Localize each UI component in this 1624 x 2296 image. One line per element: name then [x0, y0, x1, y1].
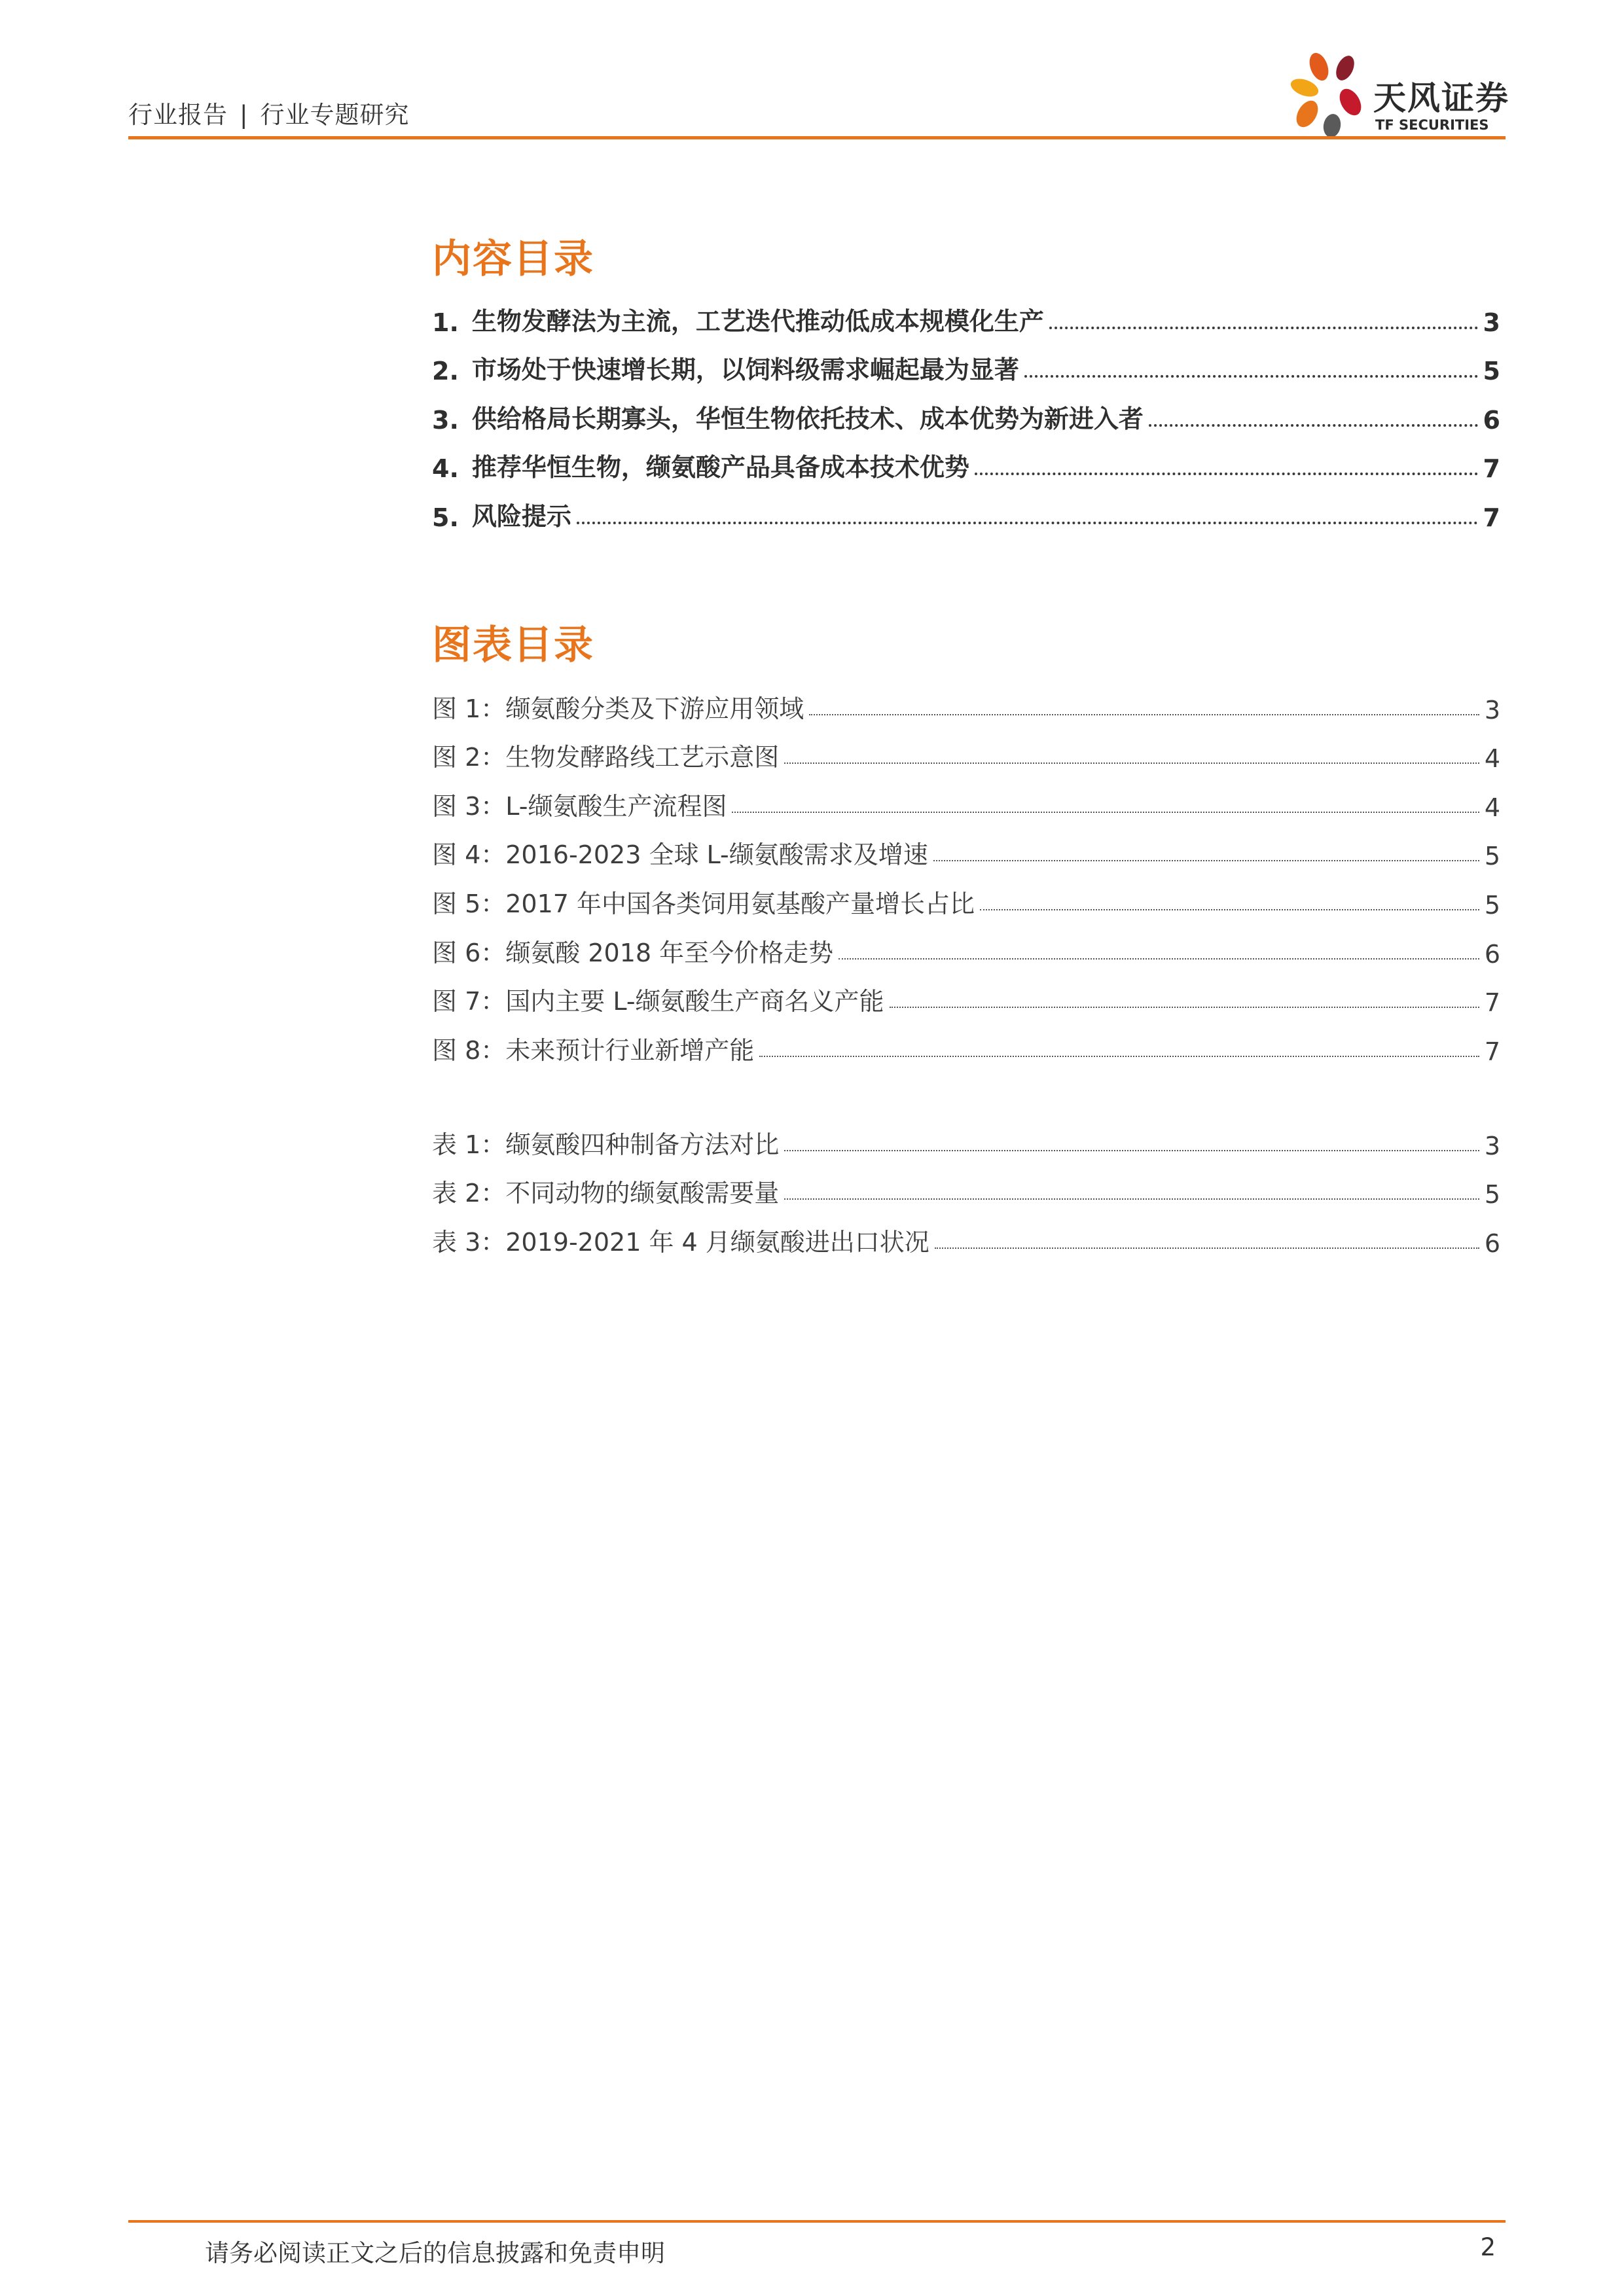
- tables-list: [432, 1111, 1500, 1258]
- figure-item[interactable]: [432, 725, 1500, 774]
- toc-leader-dots: [980, 909, 1479, 910]
- table-item-label: 表 1：缬氨酸四种制备方法对比: [432, 1130, 780, 1159]
- table-item-page: 5: [1484, 1180, 1500, 1210]
- header-separator: |: [240, 101, 249, 129]
- figure-item[interactable]: [432, 773, 1500, 822]
- toc-item-page: 7: [1483, 503, 1500, 532]
- logo-name-en: TF SECURITIES: [1375, 117, 1489, 133]
- toc-leader-dots: [784, 1198, 1479, 1200]
- figure-item-page: 7: [1484, 988, 1500, 1018]
- table-item[interactable]: [432, 1160, 1500, 1210]
- figure-item-label: 图 5：2017 年中国各类饲用氨基酸产量增长占比: [432, 889, 975, 918]
- toc-item-label: 推荐华恒生物，缬氨酸产品具备成本技术优势: [471, 453, 969, 482]
- figure-item-page: 5: [1484, 842, 1500, 871]
- toc-item-page: 6: [1483, 405, 1500, 435]
- figure-item[interactable]: [432, 870, 1500, 920]
- figure-item-label: 图 4：2016-2023 全球 L-缬氨酸需求及增速: [432, 840, 928, 870]
- table-item[interactable]: [432, 1111, 1500, 1160]
- table-item-label: 表 2：不同动物的缬氨酸需要量: [432, 1179, 780, 1208]
- toc-item[interactable]: [432, 337, 1500, 386]
- toc-leader-dots: [1149, 424, 1478, 427]
- figure-item[interactable]: [432, 969, 1500, 1018]
- toc-leader-dots: [784, 1150, 1479, 1151]
- figure-item-label: 图 3：L-缬氨酸生产流程图: [432, 791, 727, 821]
- figure-item-page: 3: [1484, 695, 1500, 725]
- toc-item[interactable]: [432, 386, 1500, 435]
- toc-leader-dots: [732, 812, 1479, 813]
- toc-item-label: 供给格局长期寡头，华恒生物依托技术、成本优势为新进入者: [471, 404, 1144, 433]
- header-category: 行业报告: [128, 101, 228, 129]
- toc-leader-dots: [784, 762, 1479, 764]
- toc-item-label: 市场处于快速增长期，以饲料级需求崛起最为显著: [471, 355, 1019, 384]
- figure-item[interactable]: [432, 920, 1500, 969]
- footer-disclaimer: 请务必阅读正文之后的信息披露和免责申明: [205, 2239, 665, 2267]
- toc-leader-dots: [975, 473, 1478, 475]
- flower-logo-icon: [1280, 47, 1371, 139]
- toc-leader-dots: [935, 1247, 1479, 1249]
- figure-item-page: 4: [1484, 744, 1500, 774]
- footer-page-number: 2: [1480, 2233, 1496, 2261]
- figure-item[interactable]: [432, 675, 1500, 725]
- toc-leader-dots: [839, 958, 1479, 960]
- table-item-label: 表 3：2019-2021 年 4 月缬氨酸进出口状况: [432, 1227, 929, 1257]
- table-item-page: 6: [1484, 1229, 1500, 1258]
- header-subcategory: 行业专题研究: [260, 101, 410, 129]
- logo-name-cn: 天风证券: [1373, 79, 1509, 117]
- toc-leader-dots: [1049, 327, 1478, 329]
- table-item-page: 3: [1484, 1131, 1500, 1160]
- footer-divider: [128, 2220, 1506, 2223]
- table-item[interactable]: [432, 1209, 1500, 1258]
- toc-leader-dots: [809, 714, 1479, 715]
- toc-leader-dots: [1024, 375, 1478, 378]
- toc-item[interactable]: [432, 435, 1500, 484]
- figures-list: [432, 675, 1500, 1066]
- header-divider: [128, 136, 1506, 139]
- figure-item[interactable]: [432, 822, 1500, 871]
- toc-item-number: 4.: [432, 454, 459, 483]
- toc-leader-dots: [759, 1056, 1479, 1057]
- toc-item-page: 7: [1483, 454, 1500, 483]
- figure-item-page: 7: [1484, 1037, 1500, 1066]
- tf-securities-logo: [1280, 47, 1509, 139]
- toc-item-label: 生物发酵法为主流，工艺迭代推动低成本规模化生产: [471, 306, 1044, 336]
- figure-item-label: 图 1：缬氨酸分类及下游应用领域: [432, 694, 804, 723]
- figure-item-label: 图 6：缬氨酸 2018 年至今价格走势: [432, 938, 834, 967]
- figures-title: 图表目录: [432, 622, 594, 668]
- figure-item-label: 图 2：生物发酵路线工艺示意图: [432, 743, 780, 772]
- toc-item-number: 5.: [432, 503, 459, 532]
- figure-item-label: 图 7：国内主要 L-缬氨酸生产商名义产能: [432, 987, 884, 1016]
- figure-item-label: 图 8：未来预计行业新增产能: [432, 1035, 755, 1065]
- toc-item[interactable]: [432, 288, 1500, 337]
- contents-title: 内容目录: [432, 236, 594, 282]
- toc-leader-dots: [577, 522, 1478, 524]
- toc-item-page: 5: [1483, 357, 1500, 386]
- toc-item-number: 1.: [432, 308, 459, 337]
- figure-item-page: 5: [1484, 890, 1500, 920]
- figure-item[interactable]: [432, 1017, 1500, 1066]
- toc-item-number: 3.: [432, 405, 459, 435]
- figure-item-page: 4: [1484, 793, 1500, 822]
- toc-leader-dots: [890, 1007, 1479, 1008]
- report-header: [128, 95, 409, 130]
- figure-item-page: 6: [1484, 939, 1500, 969]
- contents-list: [432, 288, 1500, 532]
- toc-item-label: 风险提示: [471, 501, 571, 531]
- toc-leader-dots: [933, 860, 1479, 861]
- toc-item-number: 2.: [432, 357, 459, 386]
- toc-item[interactable]: [432, 483, 1500, 532]
- toc-item-page: 3: [1483, 308, 1500, 337]
